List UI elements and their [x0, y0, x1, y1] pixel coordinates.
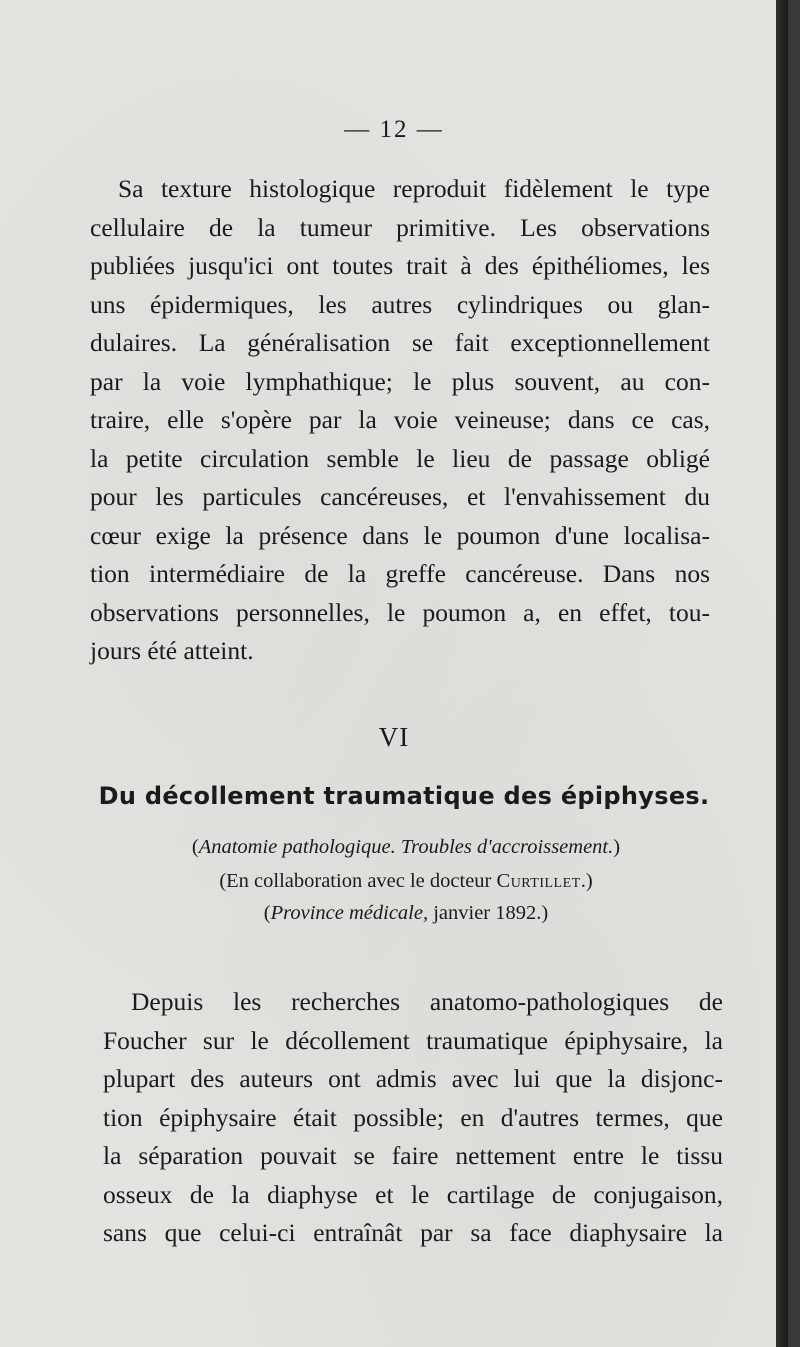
- collaborator-name: Curtillet: [496, 870, 581, 892]
- text-line: cellulaire de la tumeur primitive. Les observations: [90, 212, 710, 242]
- section-subtitle-topic: [12, 836, 788, 859]
- page-number: — 12 —: [344, 116, 444, 143]
- open-paren: (: [191, 836, 199, 858]
- section-number: VI: [378, 722, 410, 752]
- collaboration-prefix: (En collaboration avec le docteur: [219, 870, 497, 892]
- text-line: la petite circulation semble le lieu de passage obligé: [90, 443, 710, 473]
- text-line: uns épidermiques, les autres cylindriques ou glan-: [90, 289, 710, 319]
- text-line: osseux de la diaphyse et le cartilage de conjugaison,: [103, 1179, 723, 1209]
- text-line: Foucher sur le décollement traumatique épiphysaire, la: [103, 1025, 723, 1055]
- text-line: plupart des auteurs ont admis avec lui que la disjonc-: [103, 1064, 723, 1093]
- text-line: cœur exige la présence dans le poumon d'une localisa-: [90, 520, 710, 550]
- text-line: Sa texture histologique reproduit fidèlement le type: [118, 174, 710, 203]
- section-title: Du décollement traumatique des épiphyses.: [98, 782, 710, 810]
- collaboration-suffix: .): [580, 870, 593, 892]
- text-line: publiées jusqu'ici ont toutes trait à des épithéliomes, les: [90, 251, 710, 280]
- section-subtitle-collaboration: [12, 870, 788, 893]
- text-line: pour les particules cancéreuses, et l'envahissement du: [90, 482, 710, 511]
- text-line: dulaires. La généralisation se fait exceptionnellement: [90, 328, 710, 357]
- subtitle-topic-text: Anatomie pathologique. Troubles d'accroissement.: [198, 836, 614, 858]
- close-paren: ): [613, 836, 621, 858]
- source-date: janvier 1892.): [428, 902, 549, 924]
- section-subtitle-source: [12, 902, 788, 925]
- text-line: par la voie lymphathique; le plus souvent, au con-: [90, 366, 710, 396]
- paragraph-continuation: [90, 170, 710, 671]
- text-line: Depuis les recherches anatomo-pathologiques de: [131, 987, 723, 1016]
- open-paren: (: [263, 902, 271, 924]
- page-edge-shadow: [776, 0, 788, 1347]
- text-line: observations personnelles, le poumon a, en effet, tou-: [90, 597, 710, 627]
- text-line: la séparation pouvait se faire nettement entre le tissu: [103, 1141, 723, 1170]
- source-journal: Province médicale,: [270, 902, 429, 924]
- text-line: tion intermédiaire de la greffe cancéreuse. Dans nos: [90, 559, 710, 588]
- text-line: traire, elle s'opère par la voie veineuse; dans ce cas,: [90, 405, 710, 434]
- text-line: tion épiphysaire était possible; en d'autres termes, que: [103, 1102, 723, 1132]
- text-line: sans que celui-ci entraînât par sa face diaphysaire la: [103, 1218, 723, 1247]
- text-line: jours été atteint.: [90, 636, 254, 665]
- paragraph-section-body: [103, 983, 723, 1253]
